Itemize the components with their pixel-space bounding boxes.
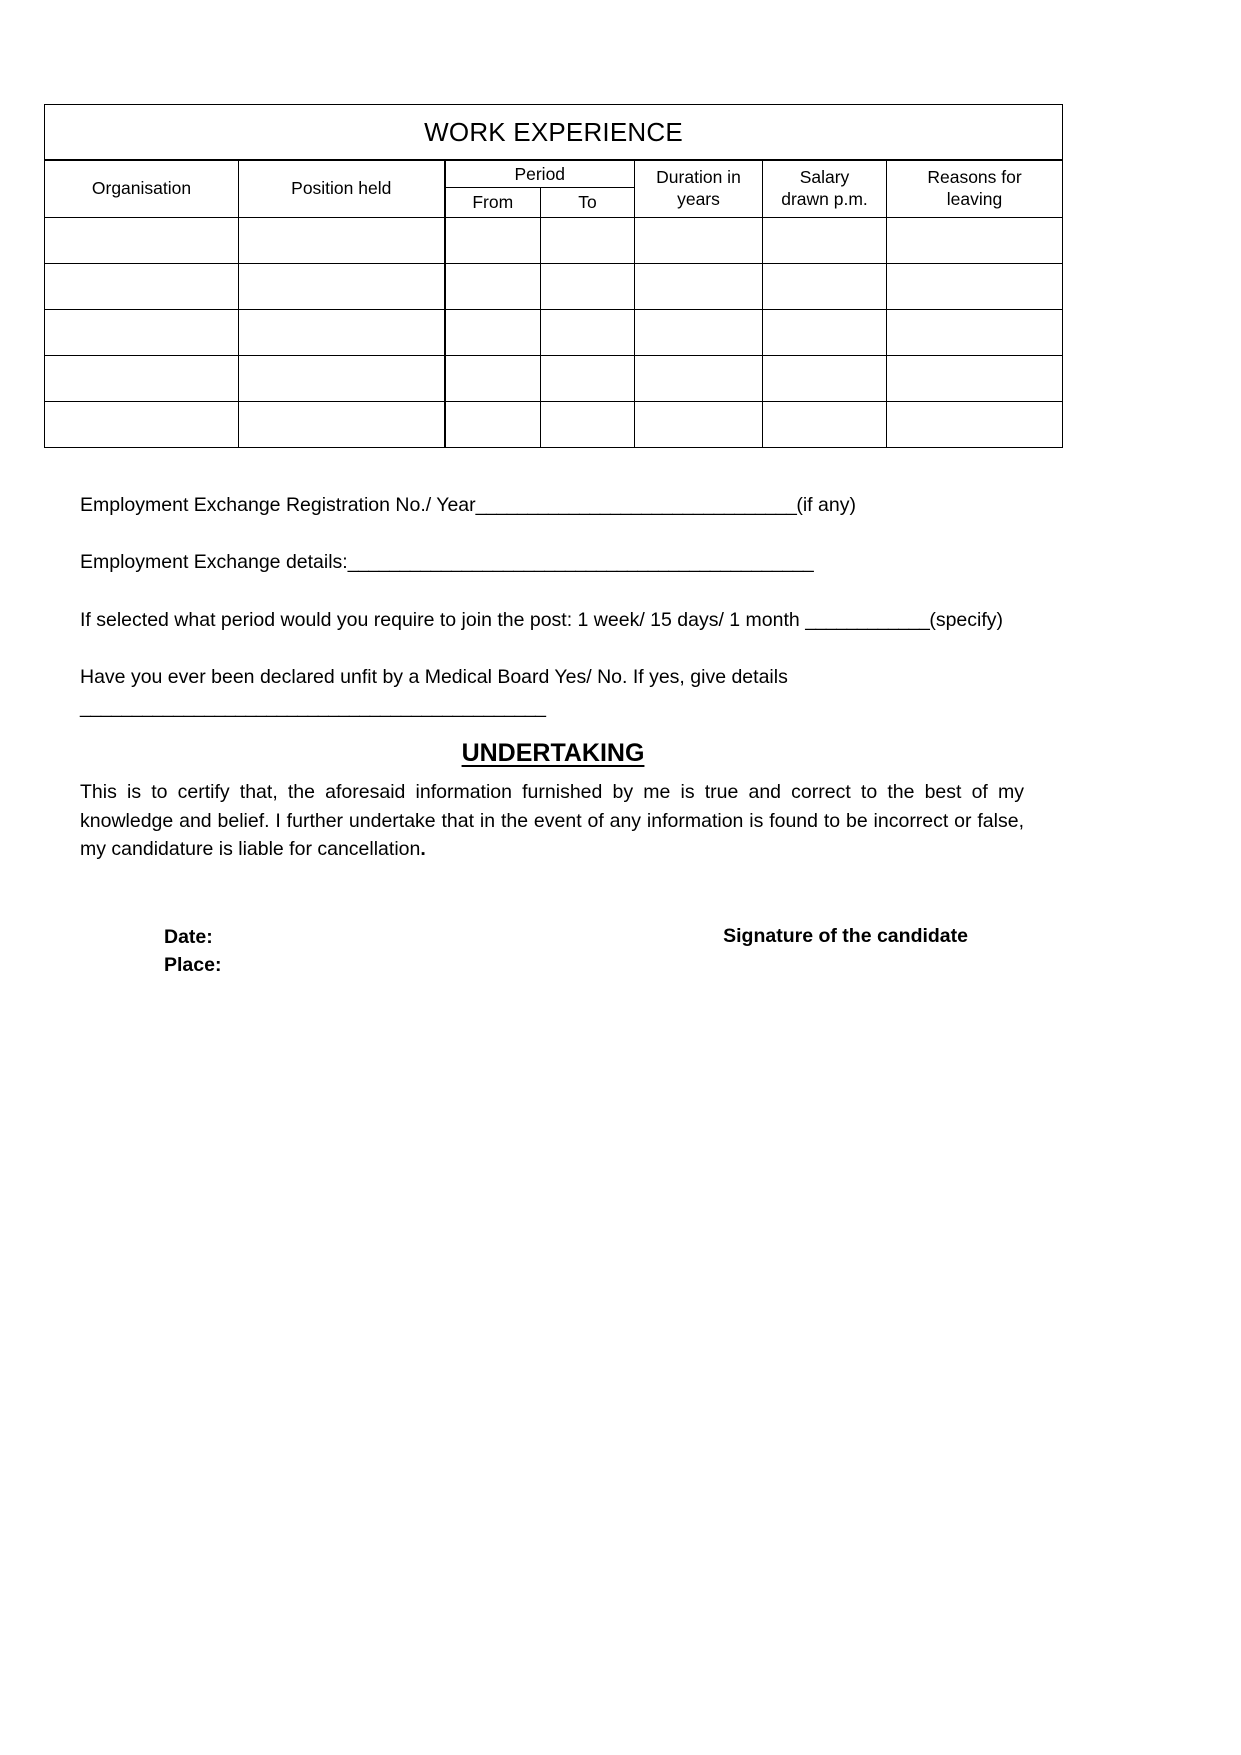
medical-board-label: Have you ever been declared unfit by a Medical Board Yes/ No. If yes, give details [80,665,788,688]
column-header-to: To [541,188,635,218]
cell-salary[interactable] [763,264,887,310]
cell-duration[interactable] [635,218,763,264]
cell-position-held[interactable] [239,264,445,310]
column-header-duration [635,160,763,218]
duration-line-2: years [677,189,720,209]
cell-salary[interactable] [763,218,887,264]
cell-duration[interactable] [635,264,763,310]
table-title-row [45,105,1063,161]
cell-position-held[interactable] [239,218,445,264]
cell-reasons[interactable] [887,356,1063,402]
work-experience-title: WORK EXPERIENCE [45,105,1063,161]
medical-board-input[interactable]: _____________________________________________ [80,696,546,719]
work-experience-table [44,104,1063,448]
employment-exchange-reg-line [80,492,1026,518]
joining-period-label: If selected what period would you require to join the post: 1 week/ 15 days/ 1 month [80,608,800,631]
undertaking-body [80,778,1026,863]
place-field[interactable] [164,951,968,979]
column-header-from: From [445,188,541,218]
cell-duration[interactable] [635,310,763,356]
cell-salary[interactable] [763,356,887,402]
employment-exchange-reg-input[interactable]: _______________________________ [475,494,797,516]
questions-block [44,492,1062,993]
joining-period-line [80,607,1026,633]
signature-block [80,923,1026,993]
cell-organisation[interactable] [45,310,239,356]
reasons-line-2: leaving [946,189,1003,209]
salary-line-2: drawn p.m. [781,189,868,209]
cell-reasons[interactable] [887,310,1063,356]
table-row [45,402,1063,448]
place-label: Place: [164,954,222,977]
medical-board-line [80,664,1026,690]
column-header-position-held: Position held [239,160,445,218]
undertaking-heading: UNDERTAKING [461,738,645,767]
cell-organisation[interactable] [45,402,239,448]
column-header-salary [763,160,887,218]
employment-exchange-reg-label: Employment Exchange Registration No./ Year [80,494,476,516]
joining-period-suffix: (specify) [929,608,1004,631]
cell-organisation[interactable] [45,218,239,264]
undertaking-body-period: . [420,837,426,860]
column-header-reasons [887,160,1063,218]
page-content [44,104,1062,993]
cell-to[interactable] [541,356,635,402]
column-header-period: Period [445,160,635,188]
cell-position-held[interactable] [239,356,445,402]
joining-period-input[interactable]: ____________ [805,608,930,631]
cell-from[interactable] [445,218,541,264]
cell-organisation[interactable] [45,356,239,402]
cell-to[interactable] [541,218,635,264]
cell-from[interactable] [445,402,541,448]
employment-exchange-details-line [80,549,1026,575]
cell-from[interactable] [445,264,541,310]
column-header-organisation: Organisation [45,160,239,218]
reasons-line-1: Reasons for [927,167,1022,188]
table-row [45,310,1063,356]
cell-to[interactable] [541,310,635,356]
cell-position-held[interactable] [239,402,445,448]
cell-position-held[interactable] [239,310,445,356]
salary-line-1: Salary [799,167,850,188]
cell-reasons[interactable] [887,218,1063,264]
employment-exchange-reg-suffix: (if any) [796,494,856,516]
cell-organisation[interactable] [45,264,239,310]
table-row [45,356,1063,402]
date-label: Date: [164,926,213,949]
cell-duration[interactable] [635,402,763,448]
cell-reasons[interactable] [887,402,1063,448]
cell-salary[interactable] [763,402,887,448]
table-row [45,218,1063,264]
employment-exchange-details-label: Employment Exchange details: [80,551,348,574]
cell-reasons[interactable] [887,264,1063,310]
cell-from[interactable] [445,356,541,402]
undertaking-body-text: This is to certify that, the aforesaid information furnished by me is true and correct to the best of my knowledge and belief. I further undertake that in the event of any information is found to be incorrect or false, my candidature is liable for cancellation [80,781,1024,860]
cell-duration[interactable] [635,356,763,402]
table-row [45,264,1063,310]
signature-of-candidate-label: Signature of the candidate [723,925,968,948]
employment-exchange-details-input[interactable]: _____________________________________________ [347,551,814,574]
cell-from[interactable] [445,310,541,356]
duration-line-1: Duration in [656,167,741,188]
cell-to[interactable] [541,402,635,448]
table-header-row-top [45,160,1063,188]
cell-salary[interactable] [763,310,887,356]
cell-to[interactable] [541,264,635,310]
